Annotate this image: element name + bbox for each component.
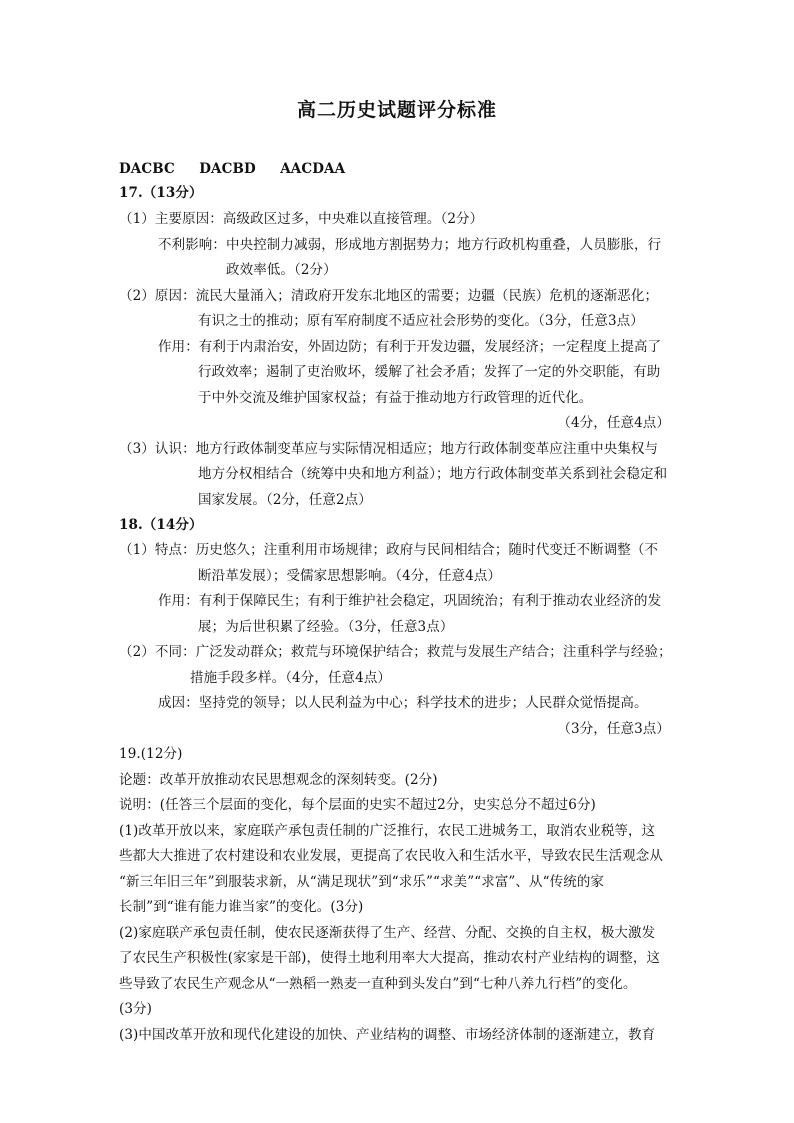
q17-line: （3）认识：地方行政体制变革应与实际情况相适应；地方行政体制变革应注重中央集权与 bbox=[119, 441, 659, 457]
q19-line: 些都大大推进了农村建设和农业发展，更提高了农民收入和生活水平，导致农民生活观念从 bbox=[119, 848, 663, 864]
q17-line: 地方分权相结合（统筹中央和地方利益）；地方行政体制变革关系到社会稳定和 bbox=[198, 466, 668, 482]
q17-score: （4分，任意4点） bbox=[557, 415, 670, 431]
answer-group-1: DACBC bbox=[119, 161, 175, 177]
q19-line: “新三年旧三年”到服装求新，从“满足现状”到“求乐”“求美”“求富”、从“传统的家 bbox=[119, 874, 605, 890]
q17-line: （1）主要原因：高级政区过多，中央难以直接管理。（2分） bbox=[119, 211, 484, 227]
q17-line: 作用：有利于内肃治安，外固边防；有利于开发边疆，发展经济；一定程度上提高了 bbox=[158, 339, 662, 355]
q17-line: （2）原因：流民大量涌入；清政府开发东北地区的需要；边疆（民族）危机的逐渐恶化； bbox=[119, 288, 659, 304]
q18-line: （2）不同：广泛发动群众；救荒与环境保护结合；救荒与发展生产结合；注重科学与经验； bbox=[119, 644, 672, 660]
answer-group-2: DACBD bbox=[199, 161, 256, 177]
q19-line: 了农民生产积极性(家家是干部)，使得土地利用率大大提高，推动农村产业结构的调整，这 bbox=[119, 950, 661, 966]
q17-line: 行政效率；遏制了吏治败坏，缓解了社会矛盾；发挥了一定的外交职能，有助 bbox=[198, 364, 661, 380]
q17-heading: 17.（13分） bbox=[119, 185, 203, 201]
q18-line: 断沿革发展）；受儒家思想影响。（4分，任意4点） bbox=[198, 568, 502, 584]
q17-line: 于中外交流及维护国家权益；有益于推动地方行政管理的近代化。 bbox=[198, 390, 593, 406]
q18-line: 展；为后世积累了经验。（3分，任意3点） bbox=[198, 619, 454, 635]
q17-line: 不利影响：中央控制力减弱，形成地方割据势力；地方行政机构重叠，人员膨胀，行 bbox=[158, 237, 662, 253]
q19-line: (3分) bbox=[119, 1001, 153, 1017]
q17-line: 有识之士的推动；原有军府制度不适应社会形势的变化。（3分，任意3点） bbox=[198, 313, 644, 329]
q19-line: 些导致了农民生产观念从“一熟稻一熟麦一直种到头发白”到“七种八养九行档”的变化。 bbox=[119, 976, 637, 992]
answer-key bbox=[119, 160, 365, 178]
q17-line: 国家发展。（2分，任意2点） bbox=[198, 492, 372, 508]
q18-line: 措施手段多样。（4分，任意4点） bbox=[190, 670, 392, 686]
answer-group-3: AACDAA bbox=[280, 161, 346, 177]
q19-heading: 19.(12分) bbox=[119, 746, 183, 762]
q19-line: 说明：(任答三个层面的变化，每个层面的史实不超过2分，史实总分不超过6分) bbox=[119, 797, 596, 813]
q19-line: (1)改革开放以来，家庭联产承包责任制的广泛推行，农民工进城务工，取消农业税等，这 bbox=[119, 823, 656, 839]
q18-score: （3分，任意3点） bbox=[557, 721, 670, 737]
q19-line: 论题：改革开放推动农民思想观念的深刻转变。(2分) bbox=[119, 772, 438, 788]
q19-line: (2)家庭联产承包责任制，使农民逐渐获得了生产、经营、分配、交换的自主权，极大激发 bbox=[119, 925, 656, 941]
q19-line: 长制”到“谁有能力谁当家”的变化。(3分) bbox=[119, 899, 364, 915]
q18-line: （1）特点：历史悠久；注重利用市场规律；政府与民间相结合；随时代变迁不断调整（不 bbox=[119, 542, 659, 558]
q17-line: 政效率低。（2分） bbox=[226, 262, 337, 278]
q18-heading: 18.（14分） bbox=[119, 517, 203, 533]
page-title: 高二历史试题评分标准 bbox=[296, 99, 497, 121]
q19-line: (3)中国改革开放和现代化建设的加快、产业结构的调整、市场经济体制的逐渐建立，教育 bbox=[119, 1027, 656, 1043]
q18-line: 成因：坚持党的领导；以人民利益为中心；科学技术的进步；人民群众觉悟提高。 bbox=[158, 695, 648, 711]
q18-line: 作用：有利于保障民生；有利于维护社会稳定，巩固统治；有利于推动农业经济的发 bbox=[158, 593, 662, 609]
